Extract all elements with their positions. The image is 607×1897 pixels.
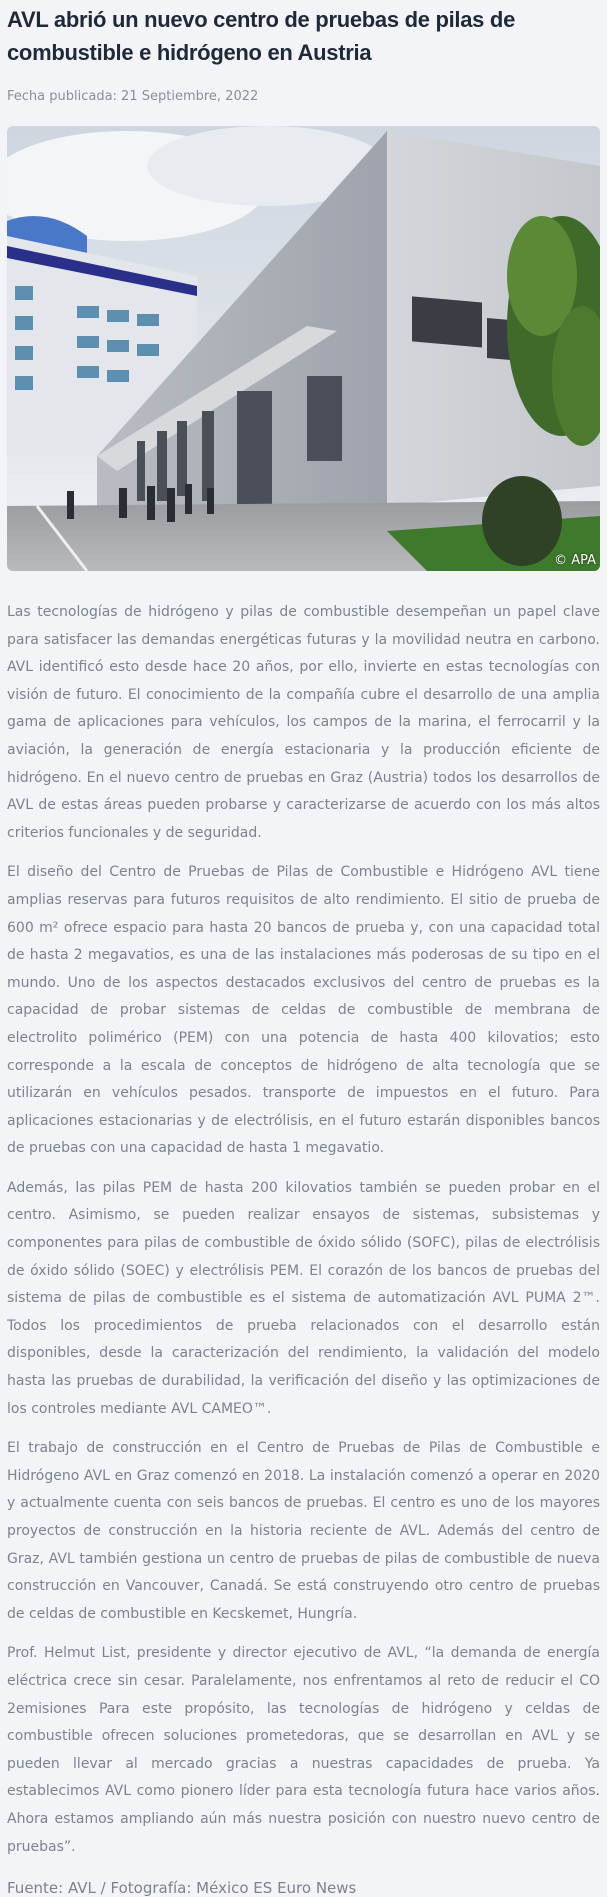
article-title: AVL abrió un nuevo centro de pruebas de pilas de combustible e hidrógeno en Austria	[7, 7, 516, 65]
paragraph: El diseño del Centro de Pruebas de Pilas de Combustible e Hidrógeno AVL tiene amplias reservas para futuros requisitos de alto rendimiento. El sitio de prueba de 600 m² ofrece espacio para hasta 20 bancos de prueba y, con una capacidad total de hasta 2 megavatios, es una de las instalaciones más poderosas de su tipo en el mundo. Uno de los aspectos destacados exclusivos del centro de pruebas es la capacidad de probar sistemas de celdas de combustible de membrana de electrolito polimérico (PEM) con una potencia de hasta 400 kilovatios; esto corresponde a la escala de conceptos de hidrógeno de alta tecnología que se utilizarán en vehículos pesados. transporte de impuestos en el futuro. Para aplicaciones estacionarias y de electrólisis, en el futuro estarán disponibles bancos de pruebas con una capacidad de hasta 1 megavatio.	[7, 864, 600, 1157]
building-photo-illustration	[7, 126, 600, 571]
paragraph: El trabajo de construcción en el Centro de Pruebas de Pilas de Combustible e Hidrógeno AVL en Graz comenzó en 2018. La instalación comenzó a operar en 2020 y actualmente cuenta con seis bancos de pruebas. El centro es uno de los mayores proyectos de construcción en la historia reciente de AVL. Además del centro de Graz, AVL también gestiona un centro de pruebas de pilas de combustible de nueva construcción en Vancouver, Canadá. Se está construyendo otro centro de pruebas de celdas de combustible en Kecskemet, Hungría.	[7, 1440, 600, 1622]
article-photo	[7, 126, 600, 571]
paragraph: Prof. Helmut List, presidente y director ejecutivo de AVL, “la demanda de energía eléctrica crece sin cesar. Paralelamente, nos enfrentamos al reto de reducir el CO 2emisiones Para este propósito, las tecnologías de hidrógeno y celdas de combustible ofrecen soluciones prometedoras, que se desarrollan en AVL y se pueden llevar al mercado gracias a nuestras capacidades de prueba. Ya establecimos AVL como pionero líder para esta tecnología futura hace varios años. Ahora estamos ampliando aún más nuestra posición con nuestro nuevo centro de pruebas”.	[7, 1645, 600, 1855]
paragraph: Las tecnologías de hidrógeno y pilas de combustible desempeñan un papel clave para satisfacer las demandas energéticas futuras y la movilidad neutra en carbono. AVL identificó esto desde hace 20 años, por ello, invierte en estas tecnologías con visión de futuro. El conocimiento de la compañía cubre el desarrollo de una amplia gama de aplicaciones para vehículos, los campos de la marina, el ferrocarril y la aviación, la generación de energía estacionaria y la producción eficiente de hidrógeno. En el nuevo centro de pruebas en Graz (Austria) todos los desarrollos de AVL de estas áreas pueden probarse y caracterizarse de acuerdo con los más altos criterios funcionales y de seguridad.	[7, 604, 600, 841]
article-source: Fuente: AVL / Fotografía: México ES Euro News	[7, 1879, 357, 1897]
publish-date: Fecha publicada: 21 Septiembre, 2022	[7, 89, 259, 104]
article	[0, 3, 607, 1897]
photo-credit: © APA	[554, 553, 596, 568]
article-body	[7, 599, 600, 1861]
paragraph: Además, las pilas PEM de hasta 200 kilovatios también se pueden probar en el centro. Asimismo, se pueden realizar ensayos de sistemas, subsistemas y componentes para pilas de combustible de óxido sólido (SOFC), pilas de electrólisis de óxido sólido (SOEC) y electrólisis PEM. El corazón de los bancos de pruebas del sistema de pilas de combustible es el sistema de automatización AVL PUMA 2™. Todos los procedimientos de prueba relacionados con el desarrollo están disponibles, desde la caracterización del rendimiento, la validación del modelo hasta las pruebas de durabilidad, la verificación del diseño y las optimizaciones de los controles mediante AVL CAMEO™.	[7, 1179, 600, 1417]
